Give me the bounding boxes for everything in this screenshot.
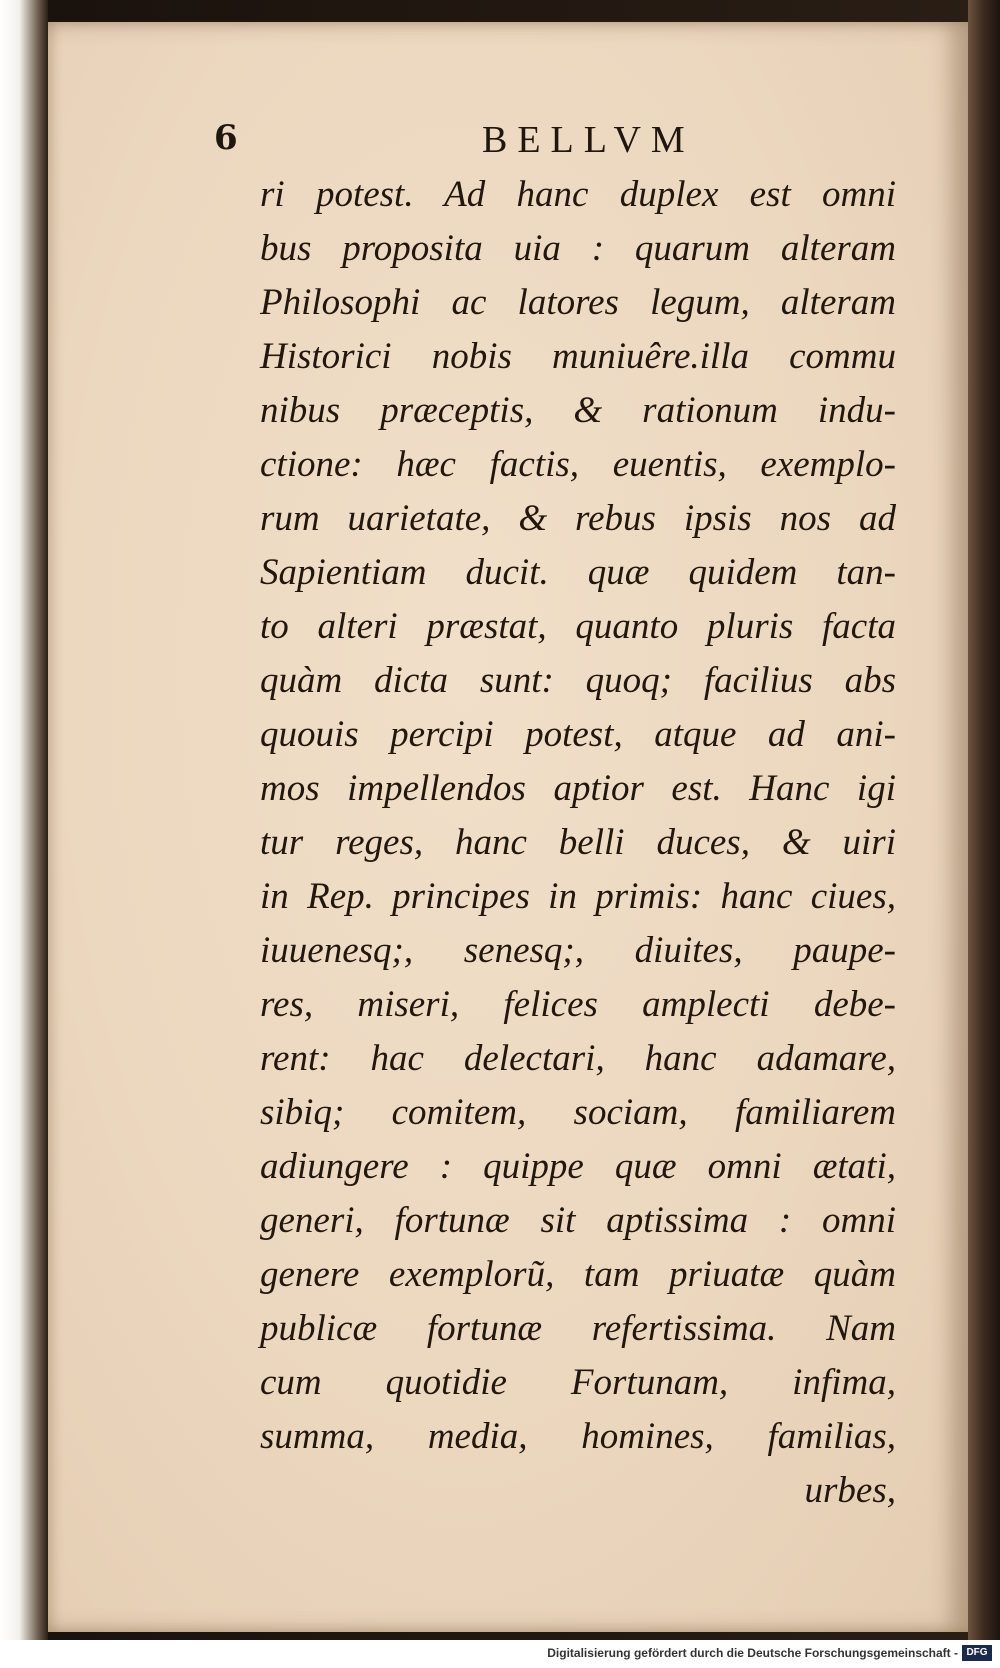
text-line: tur reges, hanc belli duces, & uiri [260, 822, 896, 863]
text-line: nibus præceptis, & rationum indu- [260, 390, 896, 431]
page-body-text [260, 168, 896, 1518]
page-number: 6 [214, 118, 238, 158]
text-line: genere exemplorũ, tam priuatæ quàm [260, 1254, 896, 1295]
text-line: Philosophi ac latores legum, alteram [260, 282, 896, 323]
book-spine [968, 0, 1000, 1640]
text-line: ri potest. Ad hanc duplex est omni [260, 174, 896, 215]
text-line: quàm dicta sunt: quoq; facilius abs [260, 660, 896, 701]
text-line: summa, media, homines, familias, [260, 1416, 896, 1457]
text-line: mos impellendos aptior est. Hanc igi [260, 768, 896, 809]
text-line: Sapientiam ducit. quæ quidem tan- [260, 552, 896, 593]
running-head: BELLVM [482, 119, 695, 161]
text-line: res, miseri, felices amplecti debe- [260, 984, 896, 1025]
text-line: Historici nobis muniuêre.illa commu [260, 336, 896, 377]
footer-bar [0, 1640, 1000, 1668]
text-line: iuuenesq;, senesq;, diuites, paupe- [260, 930, 896, 971]
catchword: urbes, [804, 1470, 896, 1511]
text-line: quouis percipi potest, atque ad ani- [260, 714, 896, 755]
text-line: ctione: hæc factis, euentis, exemplo- [260, 444, 896, 485]
scan-left-margin [0, 0, 48, 1640]
text-line: generi, fortunæ sit aptissima : omni [260, 1200, 896, 1241]
dfg-logo: DFG [962, 1645, 992, 1661]
text-line: adiungere : quippe quæ omni ætati, [260, 1146, 896, 1187]
funding-credit: Digitalisierung gefördert durch die Deutsche Forschungsgemeinschaft - [547, 1646, 958, 1660]
text-line: to alteri præstat, quanto pluris facta [260, 606, 896, 647]
text-line: cum quotidie Fortunam, infima, [260, 1362, 896, 1403]
text-line: in Rep. principes in primis: hanc ciues, [260, 876, 896, 917]
text-line: sibiq; comitem, sociam, familiarem [260, 1092, 896, 1133]
text-line: bus proposita uia : quarum alteram [260, 228, 896, 269]
text-line: rent: hac delectari, hanc adamare, [260, 1038, 896, 1079]
text-line: publicæ fortunæ refertissima. Nam [260, 1308, 896, 1349]
text-line: rum uarietate, & rebus ipsis nos ad [260, 498, 896, 539]
